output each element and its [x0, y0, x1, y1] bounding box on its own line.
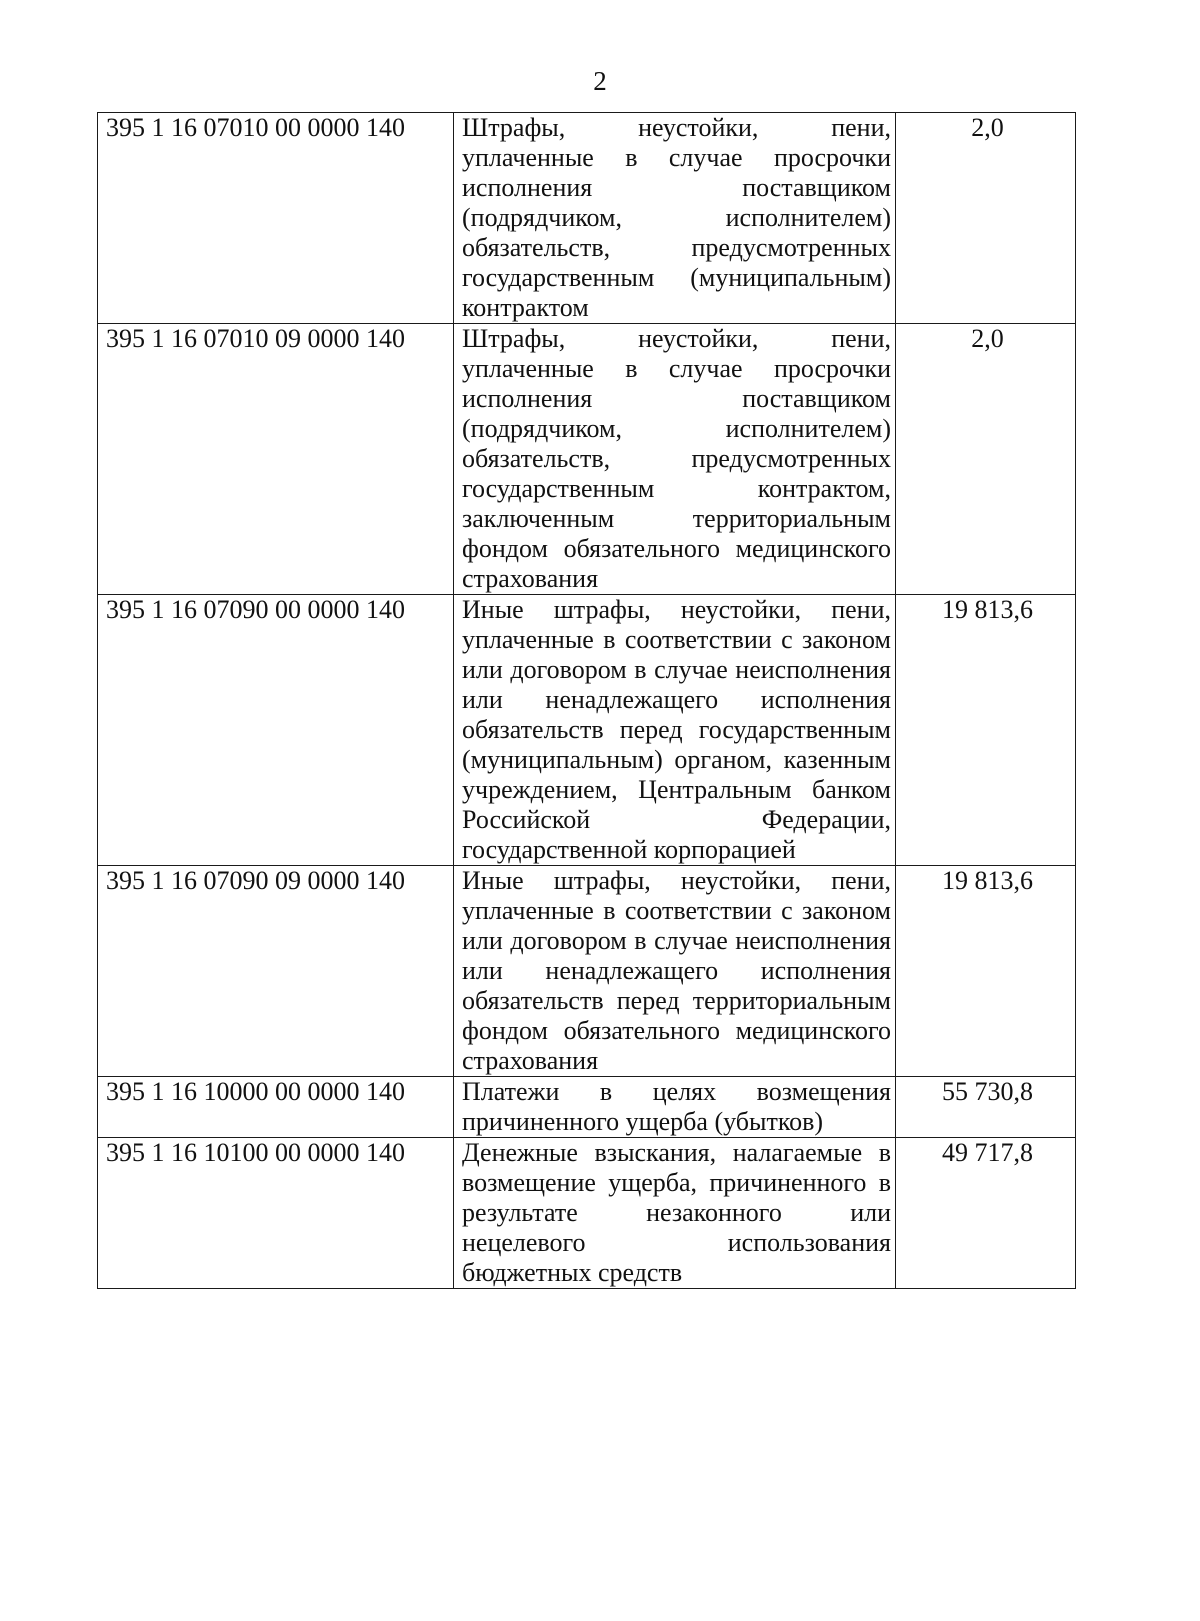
revenue-name: Иные штрафы, неустойки, пени, уплаченные в соответствии с законом или договором в случае неисполнения или ненадлежащего исполнения обязательств перед территориальным фондом обязательного медицинского страхования	[454, 866, 896, 1077]
amount: 49 717,8	[896, 1138, 1076, 1289]
table-row	[98, 595, 1076, 866]
budget-code: 395 1 16 07010 00 0000 140	[98, 113, 454, 324]
revenue-name: Иные штрафы, неустойки, пени, уплаченные в соответствии с законом или договором в случае неисполнения или ненадлежащего исполнения обязательств перед государственным (муниципальным) органом, казенным учреждением, Центральным банком Российской Федерации, государственной корпорацией	[454, 595, 896, 866]
amount: 19 813,6	[896, 866, 1076, 1077]
revenue-name: Штрафы, неустойки, пени, уплаченные в случае просрочки исполнения поставщиком (подрядчиком, исполнителем) обязательств, предусмотренных государственным контрактом, заключенным территориальным фондом обязательного медицинского страхования	[454, 324, 896, 595]
table-row	[98, 866, 1076, 1077]
table-row	[98, 113, 1076, 324]
amount: 2,0	[896, 113, 1076, 324]
revenue-table	[97, 112, 1076, 1289]
budget-code: 395 1 16 10100 00 0000 140	[98, 1138, 454, 1289]
table-row	[98, 324, 1076, 595]
revenue-name: Денежные взыскания, налагаемые в возмещение ущерба, причиненного в результате незаконного или нецелевого использования бюджетных средств	[454, 1138, 896, 1289]
budget-code: 395 1 16 07090 09 0000 140	[98, 866, 454, 1077]
budget-code: 395 1 16 10000 00 0000 140	[98, 1077, 454, 1138]
amount: 2,0	[896, 324, 1076, 595]
amount: 55 730,8	[896, 1077, 1076, 1138]
budget-code: 395 1 16 07090 00 0000 140	[98, 595, 454, 866]
table-row	[98, 1138, 1076, 1289]
budget-code: 395 1 16 07010 09 0000 140	[98, 324, 454, 595]
page-number: 2	[593, 66, 607, 96]
revenue-name: Платежи в целях возмещения причиненного ущерба (убытков)	[454, 1077, 896, 1138]
revenue-name: Штрафы, неустойки, пени, уплаченные в случае просрочки исполнения поставщиком (подрядчиком, исполнителем) обязательств, предусмотренных государственным (муниципальным) контрактом	[454, 113, 896, 324]
table-row	[98, 1077, 1076, 1138]
amount: 19 813,6	[896, 595, 1076, 866]
